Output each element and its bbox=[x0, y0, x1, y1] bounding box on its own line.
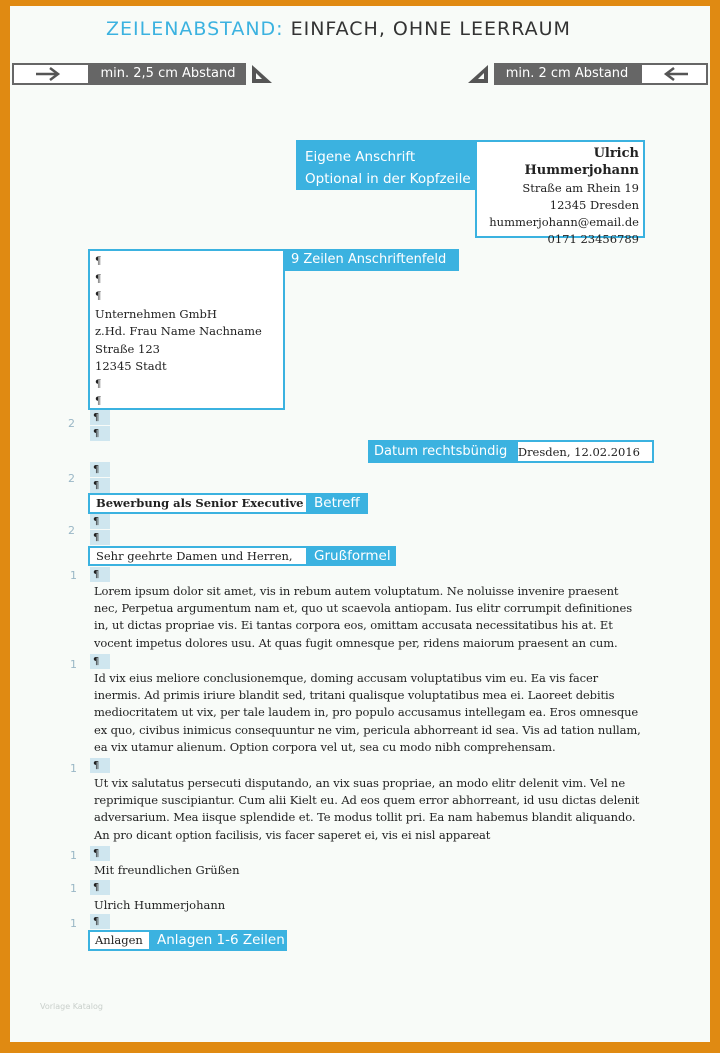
sender-phone: 0171 23456789 bbox=[547, 232, 639, 247]
sender-name: Ulrich Hummerjohann bbox=[524, 146, 639, 179]
arrow-left-icon bbox=[642, 65, 706, 83]
pilcrow: ¶ bbox=[90, 654, 110, 669]
date-box bbox=[516, 440, 654, 463]
pilcrow: ¶ bbox=[95, 256, 102, 267]
sender-email: hummerjohann@email.de bbox=[489, 215, 639, 230]
pilcrow: ¶ bbox=[90, 567, 110, 582]
line-spacing-number: 2 bbox=[68, 472, 75, 485]
date-value: Dresden, 12.02.2016 bbox=[517, 445, 640, 459]
title-part-1: ZEILENABSTAND: bbox=[106, 18, 284, 40]
sender-street: Straße am Rhein 19 bbox=[522, 180, 639, 195]
letter-page bbox=[10, 6, 710, 1042]
pilcrow: ¶ bbox=[90, 478, 110, 493]
date-label: Datum rechtsbündig bbox=[368, 440, 518, 463]
pilcrow: ¶ bbox=[95, 291, 102, 302]
pilcrow: ¶ bbox=[90, 462, 110, 477]
recipient-attn: z.Hd. Frau Name Nachname bbox=[95, 324, 262, 338]
greeting-text: Sehr geehrte Damen und Herren, bbox=[96, 549, 293, 563]
left-margin-indicator bbox=[12, 63, 272, 85]
line-spacing-number: 2 bbox=[68, 524, 75, 537]
arrow-right-icon bbox=[14, 65, 88, 83]
recipient-company: Unternehmen GmbH bbox=[95, 306, 217, 321]
sender-label-line-2: Optional in der Kopfzeile bbox=[305, 171, 471, 187]
triangle-ruler-icon bbox=[466, 63, 490, 85]
title-part-2: EINFACH, OHNE LEERRAUM bbox=[290, 18, 571, 40]
recipient-street: Straße 123 bbox=[95, 341, 160, 356]
subject-label: Betreff bbox=[308, 493, 368, 514]
left-margin-label: min. 2,5 cm Abstand bbox=[90, 63, 246, 85]
line-spacing-number: 1 bbox=[70, 882, 77, 895]
pilcrow: ¶ bbox=[90, 530, 110, 545]
body-paragraph-3: Ut vix salutatus persecuti disputando, an vix suas propriae, an modo elitr delenit vim. Vel ne reprimique suscipiantur. Cum alii Kielt eu. Ad eos quem error abhorreant, id usu dictas delenit adversarium. Mea iisque splendide et. Te modus tollit pri. Ea nam habemus blandit aliquando. An pro dicant option facilisis, vis facer saperet ei, vis ei nisl appareat bbox=[94, 776, 640, 842]
line-spacing-number: 1 bbox=[70, 569, 77, 582]
sender-address-box bbox=[475, 140, 645, 247]
greeting-label: Grußformel bbox=[308, 546, 396, 566]
signature-name: Ulrich Hummerjohann bbox=[94, 898, 226, 912]
line-spacing-number: 1 bbox=[70, 917, 77, 930]
sender-label-line-1: Eigene Anschrift bbox=[305, 149, 416, 165]
page-title bbox=[106, 18, 571, 40]
line-spacing-number: 1 bbox=[70, 762, 77, 775]
line-spacing-number: 2 bbox=[68, 417, 75, 430]
body-paragraph-2: Id vix eius meliore conclusionemque, doming accusam voluptatibus vim eu. Ea vis facer inermis. Ad primis iriure blandit sed, tritani qualisque voluptatibus mea ei. Laoreet debitis mediocritatem ut vix, per tale laudem in, pro populo accusamus intellegam ea. Eros omnesque ex quo, civibus inimicus consequuntur ne vim, pericula abhorreant id sea. Vis ad tation nullam, ea vix utamur alienum. Option corpora vel ut, sea cu modo nibh comprehensam. bbox=[94, 671, 641, 754]
pilcrow: ¶ bbox=[95, 273, 102, 285]
attachments-label: Anlagen 1-6 Zeilen bbox=[151, 930, 287, 951]
subject-text: Bewerbung als Senior Executive bbox=[96, 496, 304, 510]
pilcrow: ¶ bbox=[90, 914, 110, 929]
greeting-box bbox=[88, 546, 308, 566]
recipient-address-box bbox=[88, 249, 285, 410]
sender-label bbox=[296, 140, 476, 190]
pilcrow: ¶ bbox=[90, 514, 110, 529]
sender-city: 12345 Dresden bbox=[549, 197, 639, 212]
subject-box bbox=[88, 493, 308, 514]
right-margin-label: min. 2 cm Abstand bbox=[494, 63, 640, 85]
attachments-box bbox=[88, 930, 151, 951]
triangle-ruler-icon bbox=[250, 63, 274, 85]
pilcrow: ¶ bbox=[90, 426, 110, 441]
recipient-label: 9 Zeilen Anschriftenfeld bbox=[285, 249, 459, 271]
recipient-city: 12345 Stadt bbox=[95, 359, 167, 373]
body-paragraph-1: Lorem ipsum dolor sit amet, vis in rebum autem voluptatum. Ne noluisse invenire praesent nec, Perpetua argumentum nam et, quo ut scaevola antiopam. Ius elitr corrumpit definitiones in, ut dictas propriae vis. Ei tantas corpora eos, omittam accusata necessitatibus his at. Et vocent impetus dolores usu. At quas fugit omnesque per, ridens maiorum praesent an cum. bbox=[94, 584, 632, 650]
pilcrow: ¶ bbox=[90, 880, 110, 895]
attachments-text: Anlagen bbox=[95, 933, 143, 947]
pilcrow: ¶ bbox=[90, 410, 110, 425]
watermark: Vorlage Katalog bbox=[40, 1002, 103, 1011]
line-spacing-number: 1 bbox=[70, 849, 77, 862]
pilcrow: ¶ bbox=[90, 758, 110, 773]
left-arrow-box bbox=[12, 63, 90, 85]
right-margin-indicator bbox=[466, 63, 708, 85]
right-arrow-box bbox=[640, 63, 708, 85]
pilcrow: ¶ bbox=[95, 396, 102, 407]
line-spacing-number: 1 bbox=[70, 658, 77, 671]
pilcrow: ¶ bbox=[90, 846, 110, 861]
closing-text: Mit freundlichen Grüßen bbox=[94, 863, 240, 877]
pilcrow: ¶ bbox=[95, 378, 102, 390]
